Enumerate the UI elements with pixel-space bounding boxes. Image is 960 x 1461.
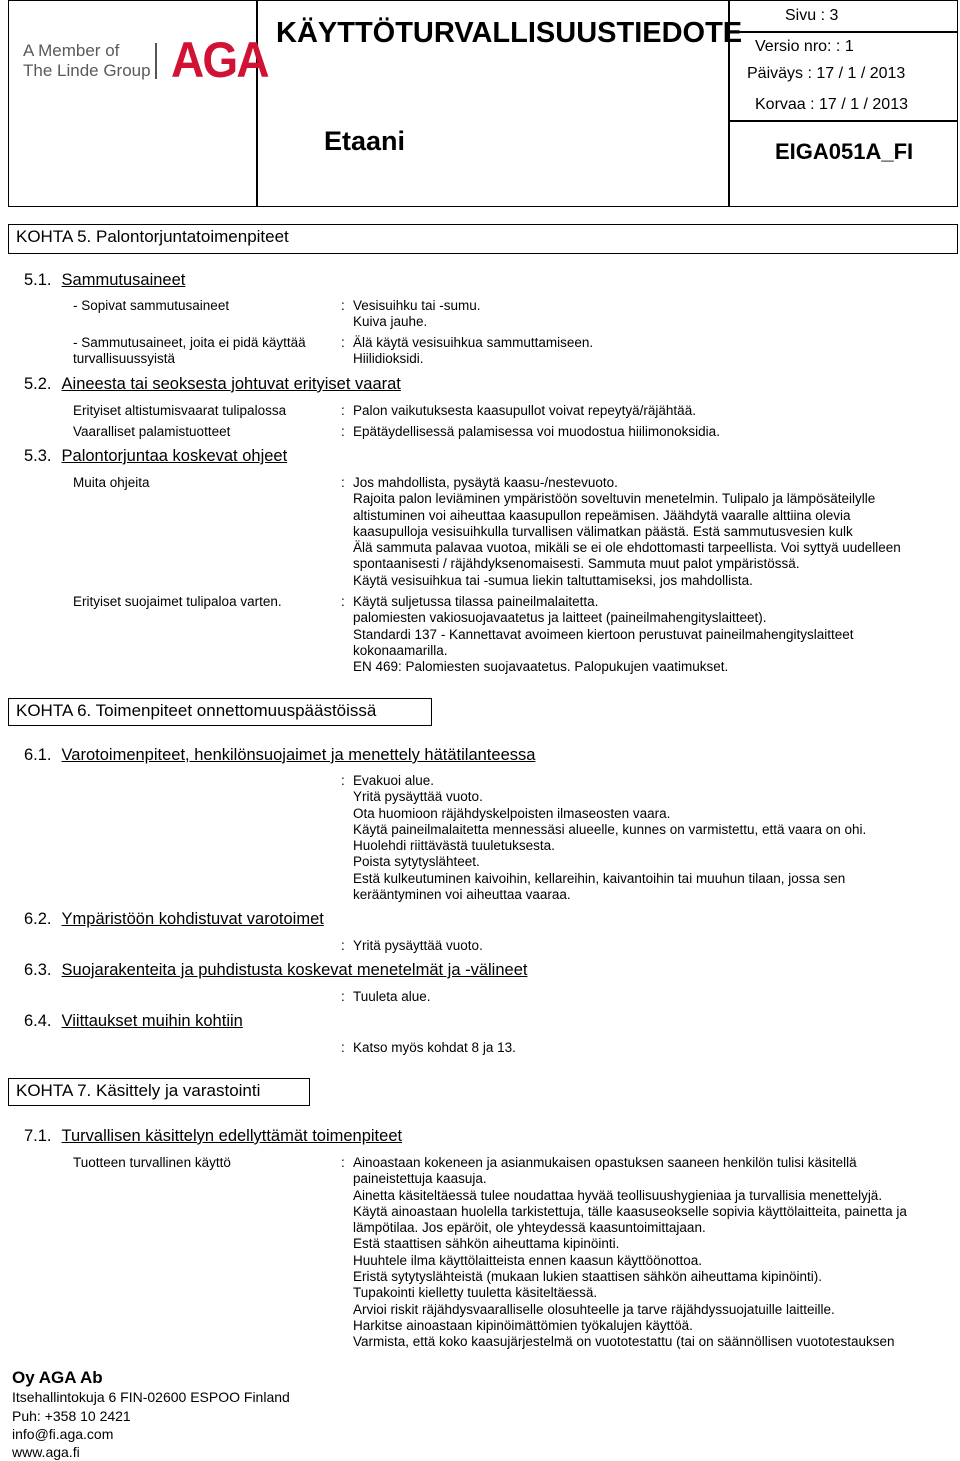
suitable-media-label: - Sopivat sammutusaineet (73, 298, 230, 313)
other-instructions-label: Muita ohjeita (73, 475, 150, 490)
section-5-heading (8, 224, 958, 254)
company-phone: Puh: +358 10 2421 (12, 1408, 131, 1424)
section-heading-text: KOHTA 5. Palontorjuntatoimenpiteet (16, 227, 289, 246)
logo-divider (155, 43, 157, 79)
logo-member-text: A Member of (23, 41, 120, 60)
subsection-number: 6.2. (24, 910, 52, 928)
document-code: EIGA051A_FI (775, 139, 914, 164)
safe-use-values: Ainoastaan kokeneen ja asianmukaisen opastuksen saaneen henkilön tulisi käsitellä paineistettuja kaasuja. Ainetta käsiteltäessä tulee noudattaa hyvää teollisuushygieniaa ja turvallisia menettelyjä. Käytä ainoastaan huolella tarkistettuja, tälle kaasuseokselle sopivia käyttölaitteita, painetta ja lämpötilaa. Jos epäröit, ole yhteydessä kaasuntoimittajaan. Estä staattisen sähkön aiheuttama kipinöinti. Huuhtele ilma käyttölaitteista ennen kaasun käyttöönottoa. Eristä sytytyslähteistä (mukaan lukien staattisen sähkön aiheuttama kipinöinti). Tupakointi kielletty tuuletta käsiteltäessä. Arvioi riskit räjähdysvaaralliselle olosuhteelle ja tarve räjähdyssuojatuille laitteille. Harkitse ainoastaan kipinöimättömien työkalujen käyttöä. Varmista, että koko kaasujärjestelmä on vuototestattu (tai on säännöllisen vuototestauksen (353, 1155, 907, 1350)
subsection-number: 6.3. (24, 961, 52, 979)
subsection-5-3 (24, 447, 287, 466)
document-header (8, 0, 958, 207)
subsection-number: 7.1. (24, 1127, 52, 1145)
safe-use-label: Tuotteen turvallinen käyttö (73, 1155, 231, 1170)
combustion-products-label: Vaaralliset palamistuotteet (73, 424, 231, 439)
section-heading-text: KOHTA 7. Käsittely ja varastointi (16, 1081, 261, 1100)
page-number: Sivu : 3 (785, 7, 839, 24)
company-email[interactable]: info@fi.aga.com (12, 1426, 114, 1442)
precautions-values: Evakuoi alue. Yritä pysäyttää vuoto. Ota huomioon räjähdyskelpoisten ilmaseosten vaara. Käytä paineilmalaitetta mennessäsi alueelle, kunnes on varmistettu, että vaara on ohi. Huolehdi riittävästä tuuletuksesta. Poista sytytyslähteet. Estä kulkeutuminen kaivoihin, kellareihin, kaivantoihin tai muuhun tilaan, jossa sen kerääntyminen voi aiheuttaa vaaraa. (353, 773, 867, 903)
section-heading-text: KOHTA 6. Toimenpiteet onnettomuuspäästöissä (16, 701, 377, 720)
subsection-number: 5.1. (24, 271, 52, 289)
protective-equipment-label: Erityiset suojaimet tulipaloa varten. (73, 594, 282, 609)
subsection-title: Viittaukset muihin kohtiin (61, 1012, 243, 1030)
other-instructions-values: Jos mahdollista, pysäytä kaasu-/nestevuoto. Rajoita palon leviäminen ympäristöön soveltuvin menetelmin. Tulipalo ja lämpösäteilylle altistuminen voi aiheuttaa kaasupullon repeämisen. Jäähdytä vaaralle alttiina olevia kaasupulloja vesisuihkulla turvallisen välimatkan päästä. Estä sammutusvesien kulk Älä sammuta palavaa vuotoa, mikäli se ei ole ehdottomasti tarpeellista. Voi syttyä uudelleen spontaanisesti / räjähdyksenomaisesti. Sammuta muut palot ympäristössä. Käytä vesisuihkua tai -sumua liekin taltuttamiseksi, jos mahdollista. (353, 475, 901, 588)
subsection-6-1 (24, 746, 535, 765)
section-6-heading (8, 698, 432, 726)
subsection-number: 6.4. (24, 1012, 52, 1030)
subsection-7-1 (24, 1127, 402, 1146)
section-7-heading (8, 1078, 310, 1106)
company-address: Itsehallintokuja 6 FIN-02600 ESPOO Finland (12, 1389, 290, 1405)
aga-logo: AGA (171, 32, 268, 88)
special-hazards-label: Erityiset altistumisvaarat tulipalossa (73, 403, 287, 418)
protective-equipment-values: Käytä suljetussa tilassa paineilmalaitetta. palomiesten vakiosuojavaatetus ja laitteet (paineilmahengityslaitteet). Standardi 137 - Kannettavat avoimeen kiertoon perustuvat paineilmahengityslaitteet kokonaamarilla. EN 469: Palomiesten suojavaatetus. Palopukujen vaatimukset. (353, 594, 854, 675)
subsection-6-3 (24, 961, 527, 980)
cleanup-methods-value: Tuuleta alue. (353, 989, 431, 1004)
version-number: Versio nro: : 1 (755, 38, 854, 55)
subsection-5-2 (24, 375, 401, 394)
subsection-title: Suojarakenteita ja puhdistusta koskevat menetelmät ja -välineet (61, 961, 528, 979)
subsection-number: 5.3. (24, 447, 52, 465)
product-name: Etaani (324, 126, 406, 156)
company-name: Oy AGA Ab (12, 1368, 103, 1387)
special-hazards-value: Palon vaikutuksesta kaasupullot voivat repeytyä/räjähtää. (353, 403, 696, 418)
header-divider (728, 31, 957, 33)
environmental-precautions-value: Yritä pysäyttää vuoto. (353, 938, 483, 953)
subsection-6-4 (24, 1012, 243, 1031)
subsection-number: 6.1. (24, 746, 52, 764)
document-title: KÄYTTÖTURVALLISUUSTIEDOTE (276, 17, 743, 49)
references-value: Katso myös kohdat 8 ja 13. (353, 1040, 516, 1055)
replaces-date: Korvaa : 17 / 1 / 2013 (755, 96, 908, 113)
suitable-media-values: Vesisuihku tai -sumu. Kuiva jauhe. (353, 298, 481, 330)
header-divider (728, 120, 957, 122)
subsection-title: Turvallisen käsittelyn edellyttämät toimenpiteet (61, 1127, 403, 1145)
subsection-title: Ympäristöön kohdistuvat varotoimet (61, 910, 324, 928)
unsuitable-media-label: - Sammutusaineet, joita ei pidä käyttää turvallisuussyistä (73, 335, 306, 366)
issue-date: Päiväys : 17 / 1 / 2013 (747, 65, 906, 82)
subsection-number: 5.2. (24, 375, 52, 393)
combustion-products-value: Epätäydellisessä palamisessa voi muodostua hiilimonoksidia. (353, 424, 720, 439)
subsection-title: Palontorjuntaa koskevat ohjeet (61, 447, 288, 465)
company-website[interactable]: www.aga.fi (12, 1444, 80, 1460)
subsection-title: Aineesta tai seoksesta johtuvat erityiset vaarat (61, 375, 401, 393)
subsection-title: Varotoimenpiteet, henkilönsuojaimet ja menettely hätätilanteessa (61, 746, 536, 764)
subsection-title: Sammutusaineet (61, 271, 186, 289)
subsection-6-2 (24, 910, 324, 929)
subsection-5-1 (24, 271, 185, 290)
unsuitable-media-values: Älä käytä vesisuihkua sammuttamiseen. Hiilidioksidi. (353, 335, 594, 367)
logo-member-text: The Linde Group (23, 61, 151, 80)
